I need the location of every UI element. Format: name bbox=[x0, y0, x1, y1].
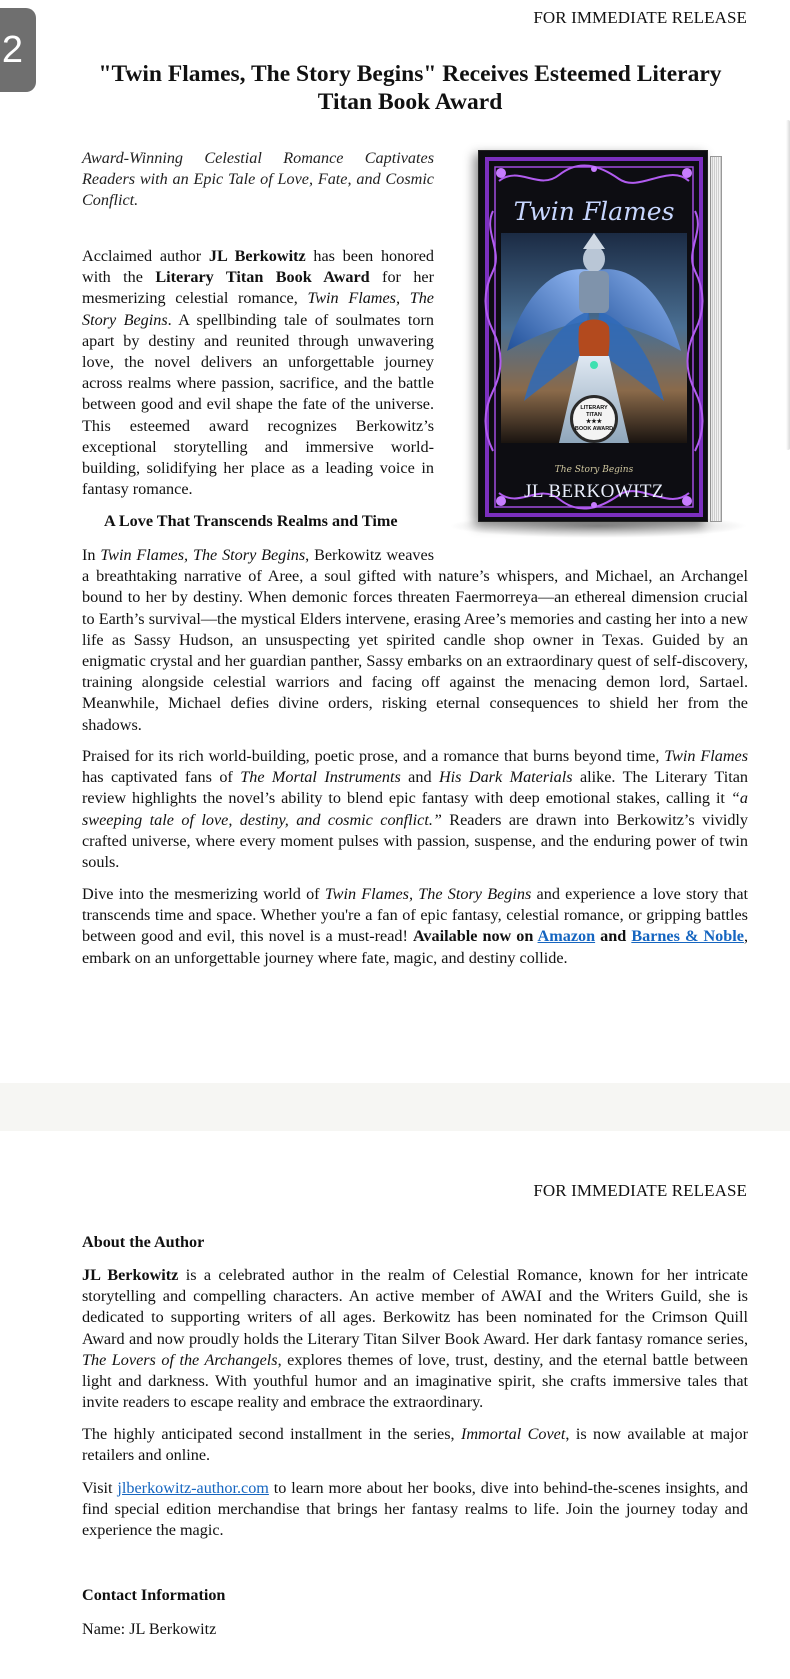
book-cover-image bbox=[478, 150, 714, 526]
intro-paragraph: Acclaimed author JL Berkowitz has been honored with the Literary Titan Book Award for her mesmerizing celestial romance, Twin Flames, The Story Begins. A spellbinding tale of soulmates torn apart by destiny and reunited through unwavering love, the novel delivers an unforgettable journey across realms where passion, sacrifice, and the battle between good and evil shape the fate of the universe. This esteemed award recognizes Berkowitz’s exceptional storytelling and immersive world-building, solidifying her place as a leading voice in fantasy romance. bbox=[82, 247, 434, 499]
about-paragraph: JL Berkowitz is a celebrated author in the realm of Celestial Romance, known for her intricate storytelling and compelling characters. An active member of AWAI and the Writers Guild, she is dedicated to supporting writers of all ages. Berkowitz has been nominated for the Crimson Quill Award and now proudly holds the Literary Titan Silver Book Award. Her dark fantasy romance series, The Lovers of the Archangels, explores themes of love, trust, destiny, and the eternal battle between light and darkness. With youthful humor and an imaginative spirit, she crafts immersive tales that invite readers to escape reality and embrace the extraordinary. bbox=[82, 1266, 748, 1412]
review-quote: “a sweeping tale of love, destiny, and cosmic conflict.” bbox=[82, 789, 748, 829]
page-number: 2 bbox=[1, 28, 23, 71]
contact-heading: Contact Information bbox=[82, 1586, 226, 1604]
release-label: FOR IMMEDIATE RELEASE bbox=[533, 1181, 747, 1200]
amazon-link[interactable]: Amazon bbox=[537, 927, 596, 946]
author-website-link[interactable]: jlberkowitz-author.com bbox=[117, 1479, 269, 1497]
book-pages bbox=[710, 156, 722, 522]
cta-paragraph: Dive into the mesmerizing world of Twin Flames, The Story Begins and experience a love story that transcends time and space. Whether you're a fan of epic fantasy, celestial romance, or gripping battles between good and evil, this novel is a must-read! Available now on Amazon and Barnes & Noble, embark on an unforgettable journey where fate, magic, and destiny collide. bbox=[82, 885, 748, 967]
story-paragraph: In Twin Flames, The Story Begins, Berkowitz weaves a breathtaking narrative of Aree, a soul gifted with nature’s whispers, and Michael, an Archangel bound to her by destiny. When demonic forces threaten Faermorreya—an ethereal dimension crucial to Earth’s survival—the mystical Elders intervene, erasing Aree’s memories and casting her into a new life as Sassy Hudson, an unsuspecting yet spirited candle shop owner in Texas. Guided by an enigmatic crystal and her guardian panther, Sassy embarks on an extraordinary quest of self-discovery, training alongside celestial warriors and facing off against the menacing demon lord, Sartael. Meanwhile, Michael defies divine orders, risking eternal consequences to shield her from the shadows. bbox=[82, 546, 748, 734]
scrollbar-edge[interactable] bbox=[786, 120, 790, 450]
page-number-badge bbox=[0, 8, 36, 92]
subtitle: Award-Winning Celestial Romance Captivates Readers with an Epic Tale of Love, Fate, and Cosmic Conflict. bbox=[82, 149, 434, 209]
section-heading: A Love That Transcends Realms and Time bbox=[104, 512, 398, 530]
about-heading: About the Author bbox=[82, 1233, 205, 1251]
book-title: Twin Flames, The Story Begins bbox=[100, 546, 306, 564]
barnes-noble-link[interactable]: Barnes & Noble bbox=[631, 927, 744, 946]
visit-paragraph: Visit jlberkowitz-author.com to learn more about her books, dive into behind-the-scenes insights, and find special edition merchandise that brings her fantasy realms to life. Join the journey today and experience the magic. bbox=[82, 1479, 748, 1540]
praise-paragraph: Praised for its rich world-building, poetic prose, and a romance that burns beyond time, Twin Flames has captivated fans of The Mortal Instruments and His Dark Materials alike. The Literary Titan review highlights the novel’s ability to blend epic fantasy with deep emotional stakes, calling it “a sweeping tale of love, destiny, and cosmic conflict.” Readers are drawn into Berkowitz’s vividly crafted universe, where every moment pulses with passion, suspense, and the enduring power of twin souls. bbox=[82, 747, 749, 872]
author-name: JL Berkowitz bbox=[208, 247, 306, 265]
contact-name: Name: JL Berkowitz bbox=[82, 1620, 217, 1638]
sequel-paragraph: The highly anticipated second installment in the series, Immortal Covet, is now available at major retailers and online. bbox=[82, 1425, 748, 1465]
book-cover bbox=[478, 150, 708, 522]
headline: "Twin Flames, The Story Begins" Receives Esteemed Literary Titan Book Award bbox=[98, 61, 722, 115]
cover-title: Twin Flames bbox=[513, 197, 675, 226]
award-name: Literary Titan Book Award bbox=[155, 268, 370, 287]
cover-author: JL BERKOWITZ bbox=[524, 481, 664, 502]
release-label: FOR IMMEDIATE RELEASE bbox=[533, 8, 747, 27]
page-break bbox=[0, 1083, 790, 1131]
cover-tagline: The Story Begins bbox=[554, 465, 634, 475]
award-seal: LITERARY TITAN ★★★ BOOK AWARD bbox=[570, 395, 618, 443]
book-title: Twin Flames, The Story Begins bbox=[82, 289, 434, 329]
